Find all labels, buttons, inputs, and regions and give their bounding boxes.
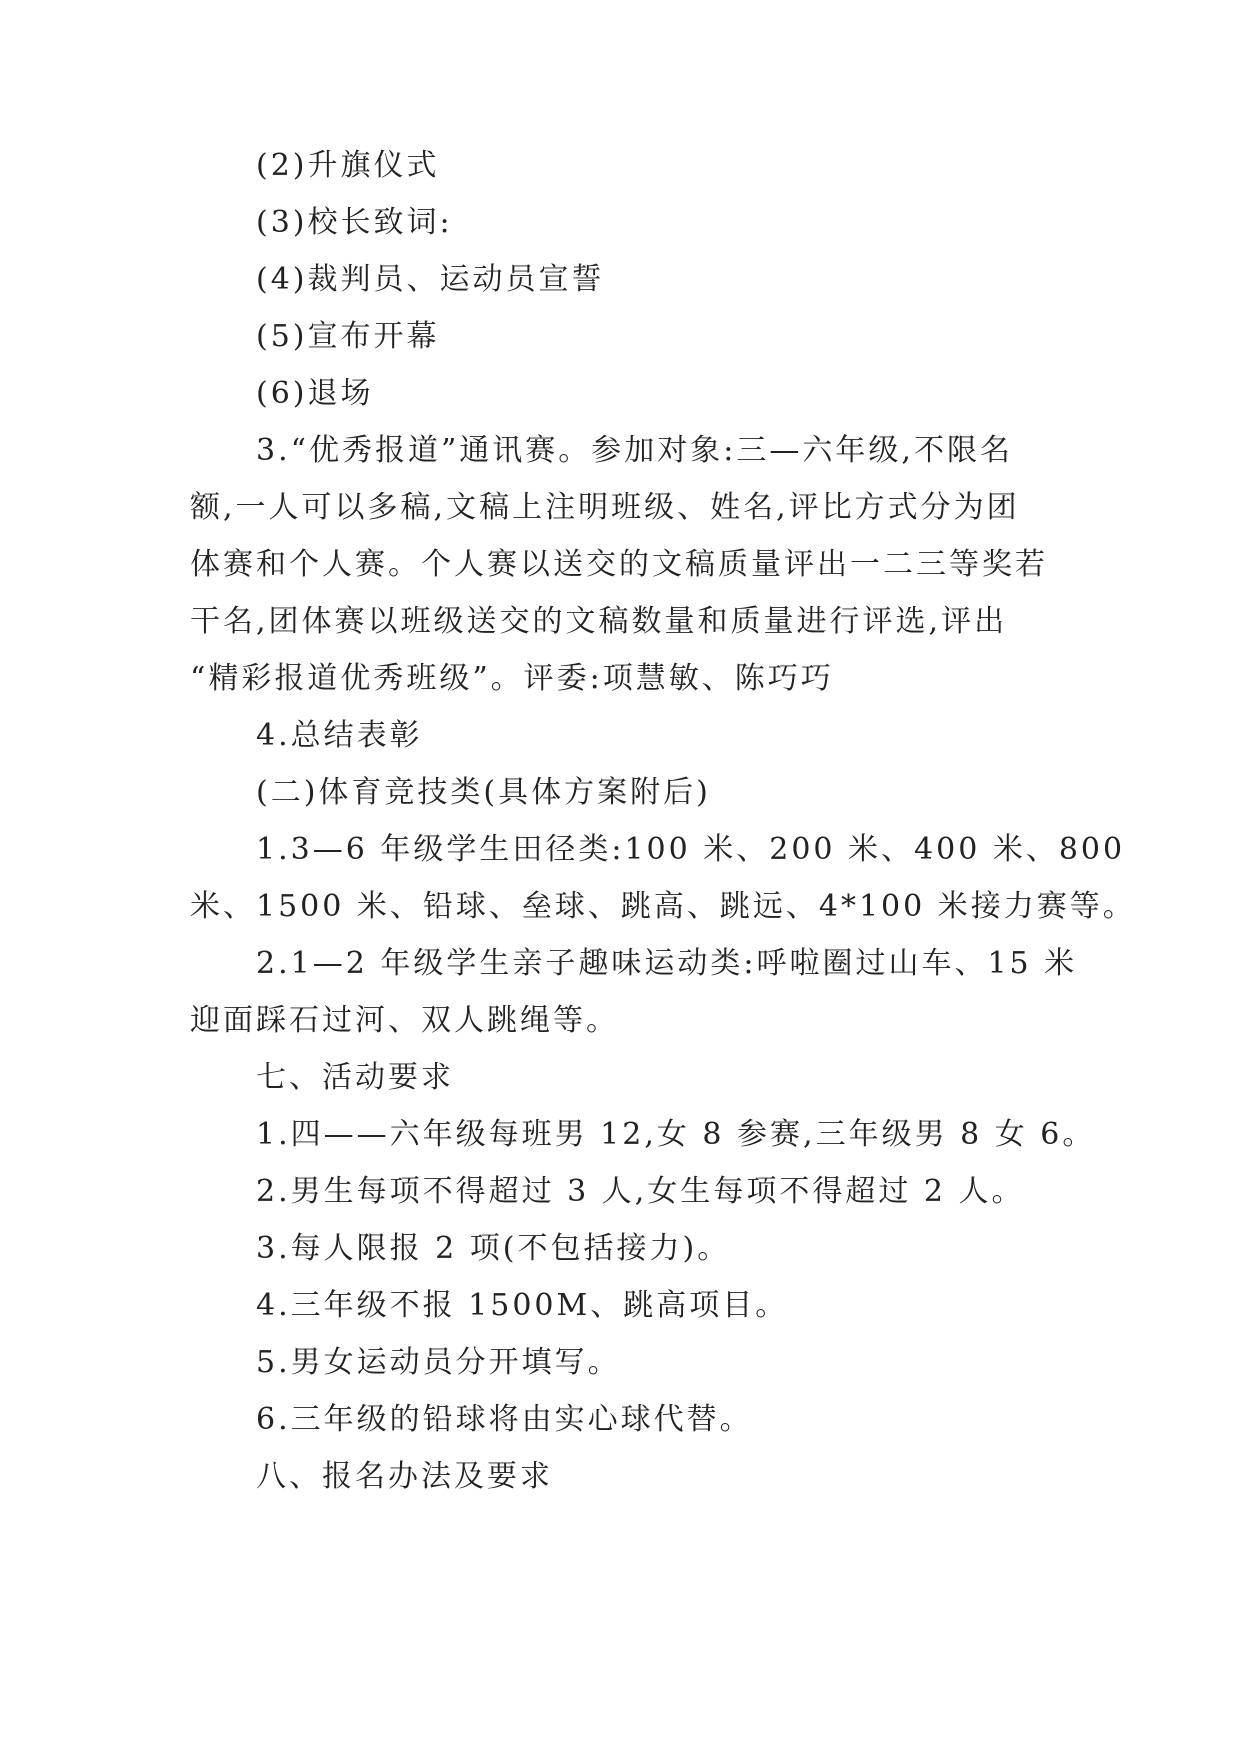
section-heading-registration: 八、报名办法及要求 [256, 1459, 553, 1494]
text-line-requirement-1: 1.四——六年级每班男 12,女 8 参赛,三年级男 8 女 6。 [256, 1117, 1096, 1152]
text-line-requirement-5: 5.男女运动员分开填写。 [256, 1345, 621, 1380]
text-line-parent-child: 2.1—2 年级学生亲子趣味运动类:呼啦圈过山车、15 米 [256, 946, 1078, 981]
text-line-oath: (4)裁判员、运动员宣誓 [256, 262, 605, 297]
text-line-report-contest-cont-2: 体赛和个人赛。个人赛以送交的文稿质量评出一二三等奖若 [190, 547, 1048, 582]
text-line-track-field-cont: 米、1500 米、铅球、垒球、跳高、跳远、4*100 米接力赛等。 [190, 889, 1136, 924]
section-heading-sports: (二)体育竞技类(具体方案附后) [256, 775, 711, 810]
text-line-requirement-3: 3.每人限报 2 项(不包括接力)。 [256, 1231, 731, 1266]
text-line-report-contest-cont-3: 干名,团体赛以班级送交的文稿数量和质量进行评选,评出 [190, 604, 1008, 639]
section-heading-requirements: 七、活动要求 [256, 1060, 454, 1095]
text-line-track-field: 1.3—6 年级学生田径类:100 米、200 米、400 米、800 [256, 832, 1126, 867]
text-line-requirement-6: 6.三年级的铅球将由实心球代替。 [256, 1402, 753, 1437]
text-line-flag-raising: (2)升旗仪式 [256, 148, 440, 183]
text-line-requirement-2: 2.男生每项不得超过 3 人,女生每项不得超过 2 人。 [256, 1174, 1025, 1209]
text-line-principal-speech: (3)校长致词: [256, 205, 453, 240]
text-line-summary: 4.总结表彰 [256, 718, 423, 753]
text-line-parent-child-cont: 迎面踩石过河、双人跳绳等。 [190, 1003, 619, 1038]
text-line-exit: (6)退场 [256, 376, 374, 411]
text-line-report-contest: 3.“优秀报道”通讯赛。参加对象:三—六年级,不限名 [256, 433, 1013, 468]
text-line-opening: (5)宣布开幕 [256, 319, 440, 354]
text-line-report-contest-cont-1: 额,一人可以多稿,文稿上注明班级、姓名,评比方式分为团 [190, 490, 1020, 525]
text-line-requirement-4: 4.三年级不报 1500M、跳高项目。 [256, 1288, 789, 1323]
text-line-report-contest-cont-4: “精彩报道优秀班级”。评委:项慧敏、陈巧巧 [190, 661, 834, 696]
